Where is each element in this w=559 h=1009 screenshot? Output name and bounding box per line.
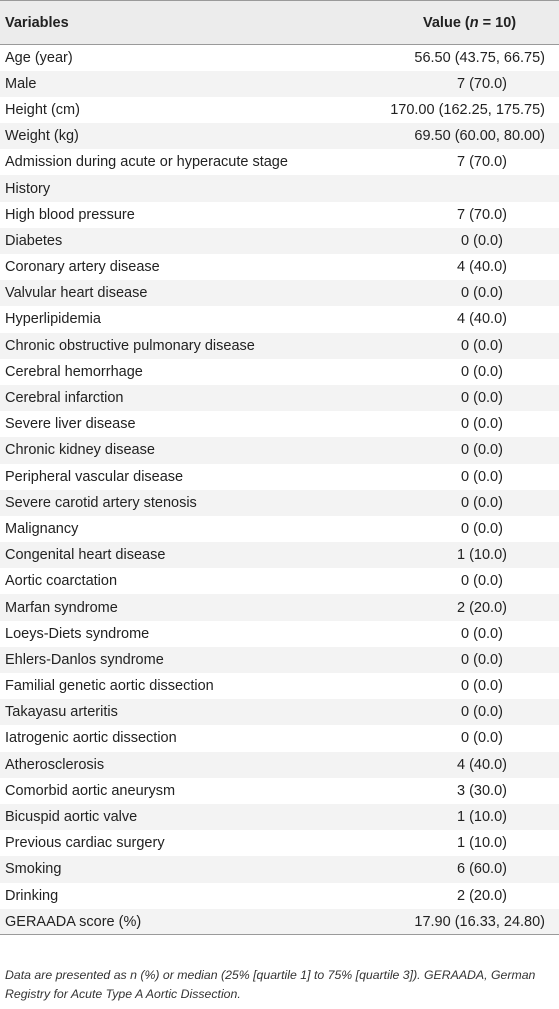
table-row [0, 804, 559, 830]
row-value: 4 (40.0) [457, 311, 507, 328]
row-value: 7 (70.0) [457, 206, 507, 223]
row-variable-label: Weight (kg) [5, 128, 79, 145]
table-row [0, 202, 559, 228]
row-variable-label: Congenital heart disease [5, 547, 166, 564]
table-row [0, 568, 559, 594]
row-variable-label: Aortic coarctation [5, 573, 118, 590]
row-variable-label: Comorbid aortic aneurysm [5, 782, 176, 799]
table-row [0, 359, 559, 385]
table-row [0, 856, 559, 882]
row-value: 0 (0.0) [461, 390, 503, 407]
table-row [0, 123, 559, 149]
row-value: 0 (0.0) [461, 651, 503, 668]
table-row [0, 752, 559, 778]
table-row [0, 97, 559, 123]
row-variable-label: Diabetes [5, 232, 63, 249]
header-value-prefix: Value ( [423, 14, 470, 31]
table-row [0, 883, 559, 909]
table-row [0, 254, 559, 280]
row-variable-label: Hyperlipidemia [5, 311, 101, 328]
table-row [0, 542, 559, 568]
row-value: 1 (10.0) [457, 809, 507, 826]
row-value: 56.50 (43.75, 66.75) [414, 49, 545, 66]
row-value [345, 175, 559, 201]
table-row [0, 71, 559, 97]
row-variable-label: Iatrogenic aortic dissection [5, 730, 177, 747]
table-header [0, 1, 559, 45]
row-value: 1 (10.0) [457, 547, 507, 564]
table-row [0, 594, 559, 620]
table-row [0, 516, 559, 542]
table-row [0, 621, 559, 647]
header-value-suffix: = 10) [478, 14, 517, 31]
row-value: 0 (0.0) [461, 730, 503, 747]
row-variable-label: Previous cardiac surgery [5, 835, 165, 852]
row-value: 0 (0.0) [461, 573, 503, 590]
row-value: 0 (0.0) [461, 337, 503, 354]
table-footnote: Data are presented as n (%) or median (25% [quartile 1] to 75% [quartile 3]). GERAADA, German Registry for Acute Type A Aortic Dissection. [5, 968, 536, 1001]
table-row [0, 149, 559, 175]
table-row [0, 437, 559, 463]
row-variable-label: Male [5, 75, 37, 92]
header-value [345, 1, 559, 45]
table-row [0, 175, 559, 201]
row-value: 69.50 (60.00, 80.00) [414, 128, 545, 145]
row-value: 2 (20.0) [457, 887, 507, 904]
table-row [0, 725, 559, 751]
row-value: 0 (0.0) [461, 494, 503, 511]
table-row [0, 909, 559, 935]
row-variable-label: History [5, 180, 51, 197]
table-row [0, 830, 559, 856]
row-variable-label: Chronic obstructive pulmonary disease [5, 337, 255, 354]
row-variable-label: Cerebral infarction [5, 390, 124, 407]
table-row [0, 228, 559, 254]
row-value: 17.90 (16.33, 24.80) [414, 913, 545, 930]
row-value: 7 (70.0) [457, 154, 507, 171]
table-row [0, 699, 559, 725]
row-value: 3 (30.0) [457, 782, 507, 799]
row-variable-label: Smoking [5, 861, 62, 878]
row-value: 0 (0.0) [461, 520, 503, 537]
header-variables: Variables [5, 14, 69, 31]
row-value: 170.00 (162.25, 175.75) [390, 101, 545, 118]
row-variable-label: High blood pressure [5, 206, 135, 223]
row-value: 0 (0.0) [461, 285, 503, 302]
row-variable-label: Height (cm) [5, 101, 80, 118]
row-variable-label: Takayasu arteritis [5, 704, 118, 721]
row-variable-label: GERAADA score (%) [5, 913, 142, 930]
row-value: 1 (10.0) [457, 835, 507, 852]
row-value: 4 (40.0) [457, 259, 507, 276]
row-variable-label: Drinking [5, 887, 59, 904]
row-variable-label: Chronic kidney disease [5, 442, 155, 459]
row-variable-label: Bicuspid aortic valve [5, 809, 138, 826]
table-row [0, 464, 559, 490]
row-value: 4 (40.0) [457, 756, 507, 773]
row-value: 0 (0.0) [461, 468, 503, 485]
row-value: 2 (20.0) [457, 599, 507, 616]
row-value: 0 (0.0) [461, 363, 503, 380]
table-row [0, 673, 559, 699]
row-variable-label: Severe liver disease [5, 416, 136, 433]
table-row [0, 490, 559, 516]
row-variable-label: Marfan syndrome [5, 599, 118, 616]
table-row [0, 306, 559, 332]
row-variable-label: Coronary artery disease [5, 259, 160, 276]
row-value: 7 (70.0) [457, 75, 507, 92]
row-value: 0 (0.0) [461, 442, 503, 459]
table-body [0, 45, 559, 935]
row-variable-label: Atherosclerosis [5, 756, 105, 773]
row-variable-label: Familial genetic aortic dissection [5, 678, 214, 695]
row-variable-label: Severe carotid artery stenosis [5, 494, 197, 511]
row-value: 0 (0.0) [461, 625, 503, 642]
row-variable-label: Age (year) [5, 49, 73, 66]
row-value: 0 (0.0) [461, 232, 503, 249]
header-row [0, 1, 559, 45]
row-variable-label: Loeys-Diets syndrome [5, 625, 150, 642]
row-variable-label: Cerebral hemorrhage [5, 363, 143, 380]
table-row [0, 45, 559, 71]
table-row [0, 411, 559, 437]
row-value: 0 (0.0) [461, 704, 503, 721]
row-value: 0 (0.0) [461, 416, 503, 433]
row-variable-label: Ehlers-Danlos syndrome [5, 651, 164, 668]
table-row [0, 647, 559, 673]
row-value: 0 (0.0) [461, 678, 503, 695]
table-row [0, 280, 559, 306]
row-value: 6 (60.0) [457, 861, 507, 878]
table-row [0, 385, 559, 411]
table-row [0, 778, 559, 804]
row-variable-label: Peripheral vascular disease [5, 468, 184, 485]
row-variable-label: Valvular heart disease [5, 285, 148, 302]
table-row [0, 333, 559, 359]
row-variable-label: Admission during acute or hyperacute stage [5, 154, 288, 171]
header-value-n: n [469, 14, 479, 31]
row-variable-label: Malignancy [5, 520, 79, 537]
